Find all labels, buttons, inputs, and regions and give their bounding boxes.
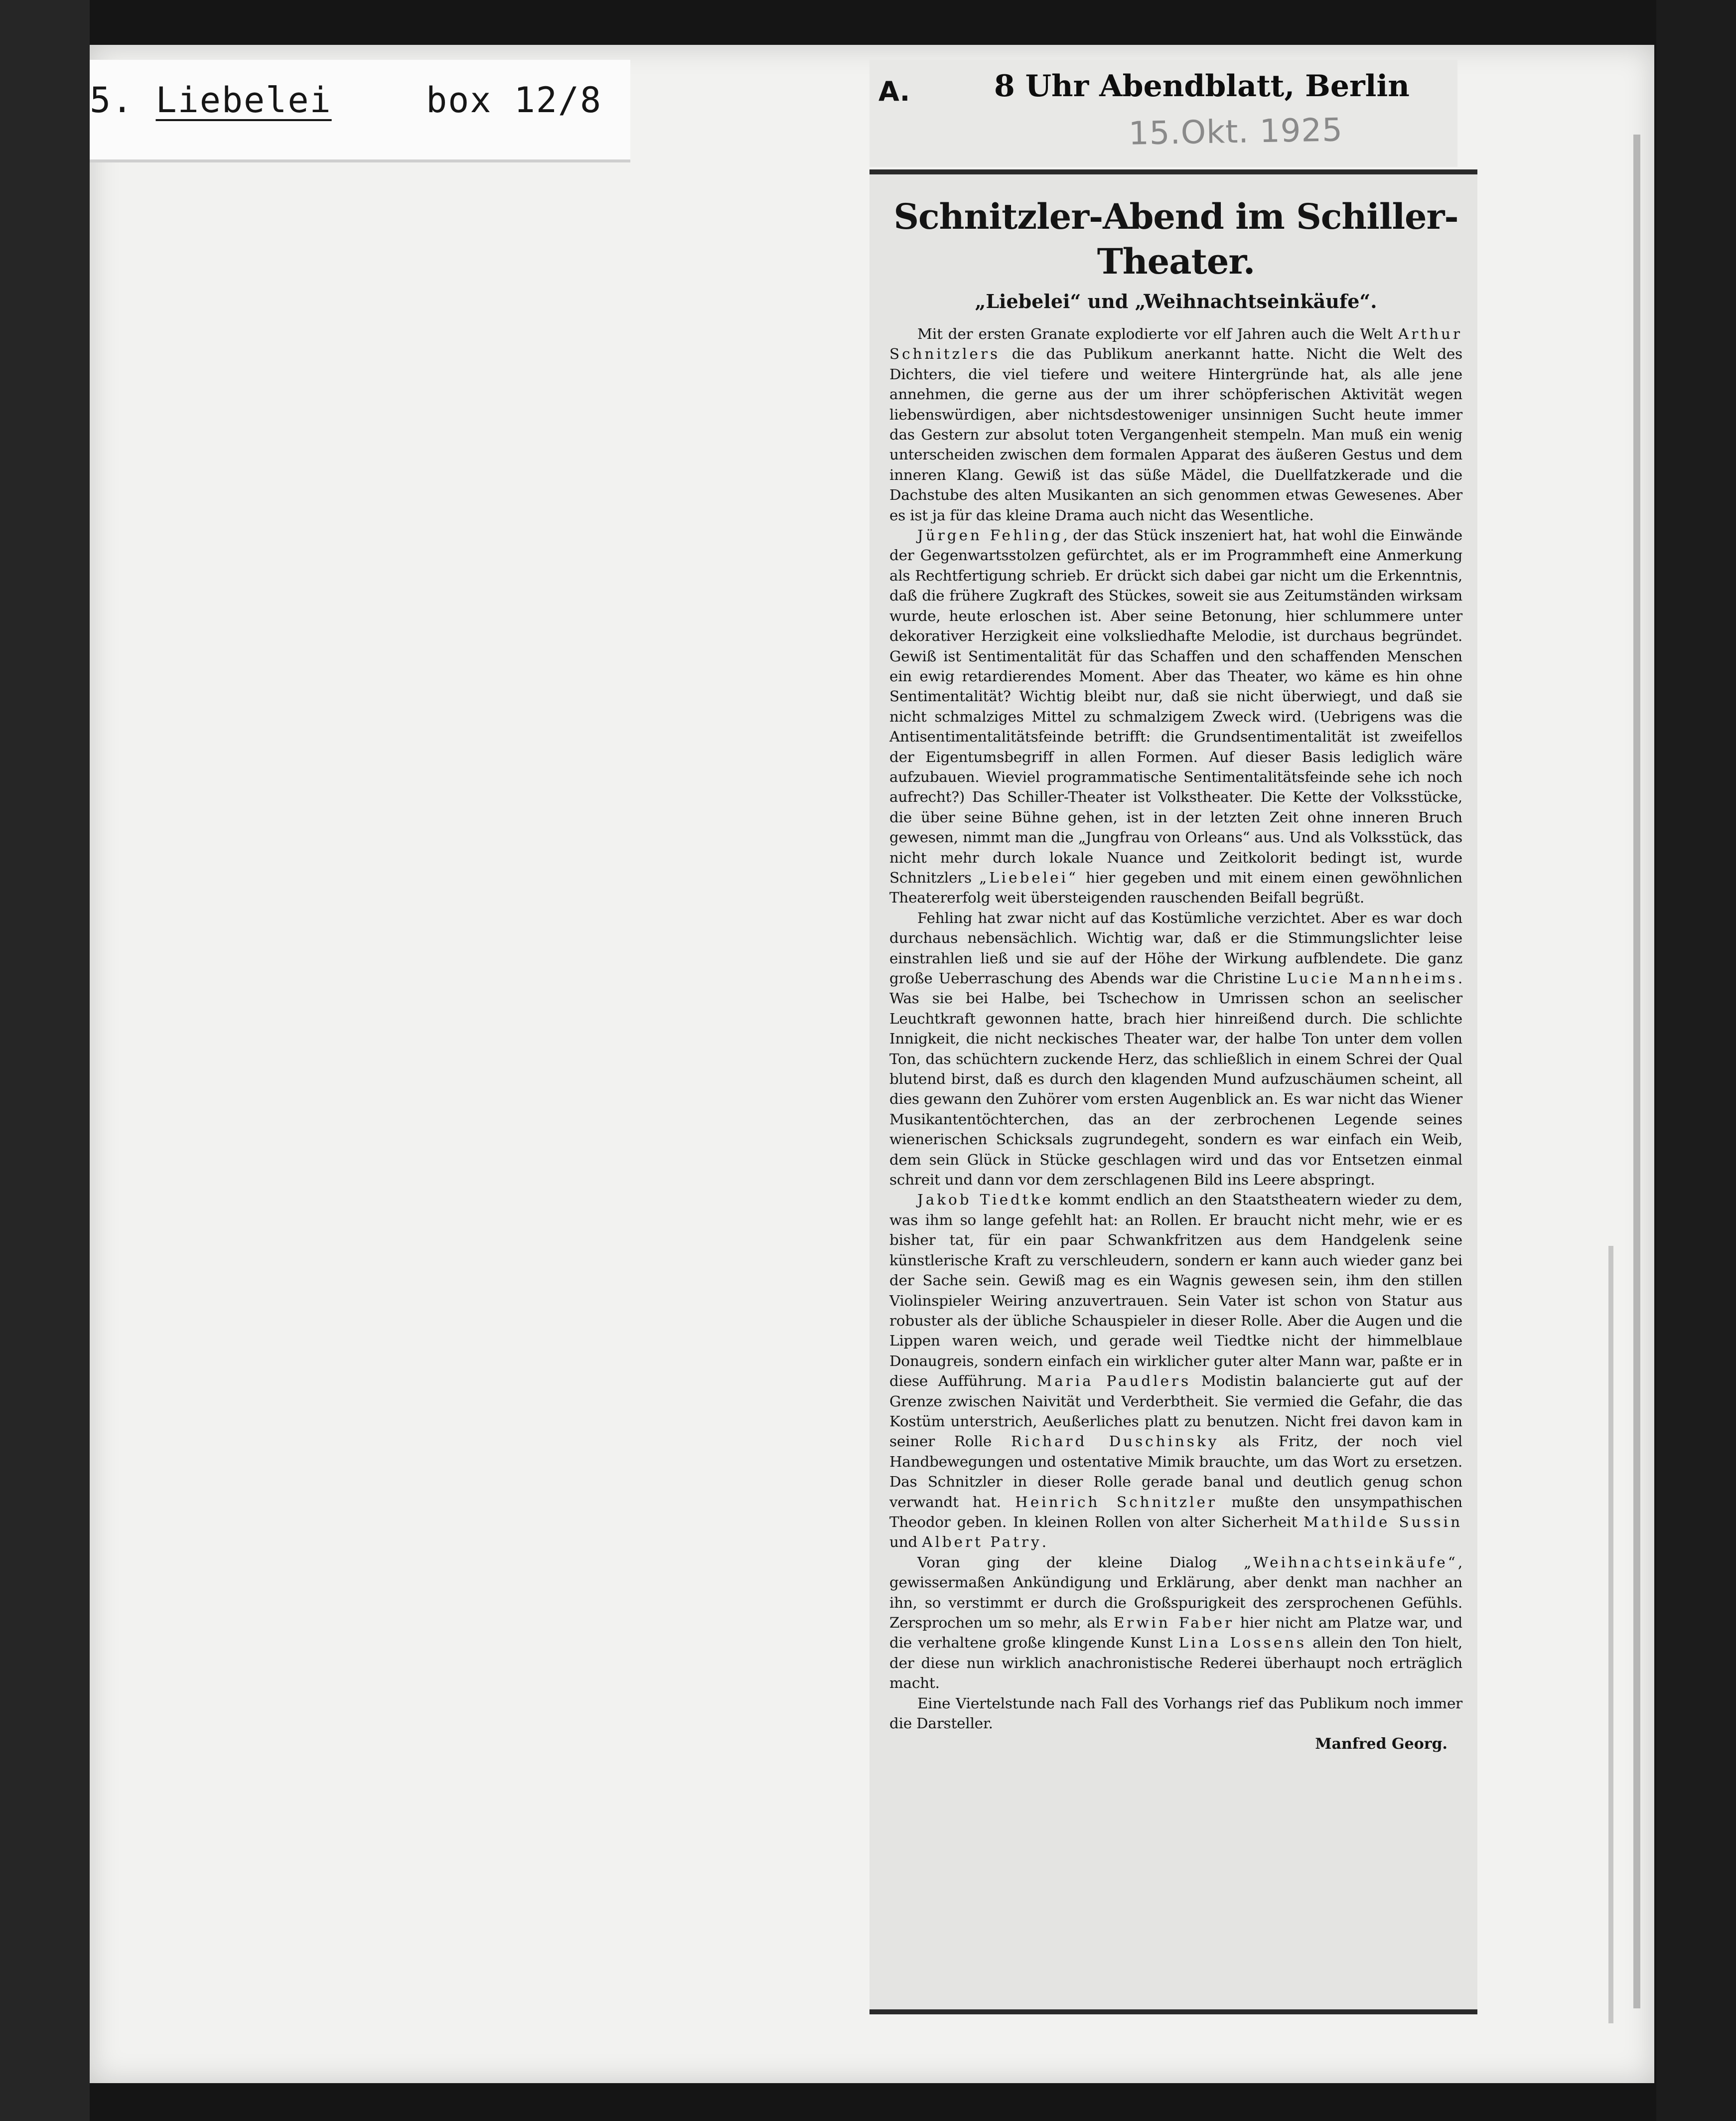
date-stamp: 15.Okt. 1925 — [1128, 112, 1343, 152]
person-name: Lina Lossens — [1178, 1634, 1307, 1652]
person-name: Erwin Faber — [1113, 1614, 1235, 1631]
folder-name: Liebelei — [155, 80, 332, 121]
play-title: „Liebelei“ — [979, 869, 1078, 886]
article-headline: Schnitzler-Abend im Schiller-Theater. — [893, 196, 1458, 282]
person-name: Jakob Tiedtke — [917, 1191, 1053, 1209]
folder-number: 5. — [90, 80, 134, 121]
scan-border-right — [1656, 0, 1736, 2121]
person-name: Heinrich Schnitzler — [1015, 1493, 1217, 1511]
source-mark: A. — [878, 76, 910, 107]
sheet-fold-line-lower — [1608, 1246, 1613, 2023]
signature-row — [889, 1734, 1462, 1756]
author-signature: Manfred Georg. — [1315, 1735, 1447, 1753]
person-name: Arthur Schnitzlers — [889, 325, 1462, 363]
play-title: „Weihnachtseinkäufe“ — [1244, 1553, 1458, 1571]
newspaper-source: 8 Uhr Abendblatt, Berlin — [994, 69, 1410, 104]
box-number: box 12/8 — [426, 80, 602, 121]
article-paragraph-6: Eine Viertelstunde nach Fall des Vorhangs rief das Publikum noch immer die Darsteller. — [889, 1694, 1462, 1732]
article-paragraph-2: Jürgen Fehling, der das Stück inszeniert hat, hat wohl die Einwände der Gegenwartsstolzen gefürchtet, als er im Programmheft eine Anmerkung als Rechtfertigung schrieb. Er drückt sich dabei gar nicht um die Erkenntnis, daß die frühere Zugkraft des Stückes, soweit sie aus Zeitumständen wirksam wurde, heute erloschen ist. Aber seine Betonung, hier schlummere unter dekorativer Herzigkeit eine volksliedhafte Melodie, ist durchaus begründet. Gewiß ist Sentimentalität für das Schaffen und den schaffenden Menschen ein ewig retardierendes Moment. Aber das Theater, wo käme es hin ohne Sentimentalität? Wichtig bleibt nur, daß sie nicht überwiegt, und daß sie nicht schmalziges Mittel zu schmalzigem Zweck wird. (Uebrigens was die Antisentimentalitätsfeinde betrifft: die Grundsentimentalität ist zweifellos der Eigentumsbegriff in allen Formen. Auf dieser Basis lediglich wäre aufzubauen. Wieviel programmatische Sentimentalitätsfeinde sehe ich noch aufrecht?) Das Schiller-Theater ist Volkstheater. Die Kette der Volksstücke, die über seine Bühne gehen, ist in der letzten Zeit ohne inneren Bruch gewesen, nimmt man die „Jungfrau von Orleans“ aus. Und als Volksstück, das nicht mehr durch lokale Nuance und Zeitkolorit bedingt ist, wurde Schnitzlers „Liebelei“ hier gegeben und mit einem einen gewöhnlichen Theatererfolg weit übersteigenden rauschenden Beifall begrüßt. — [889, 527, 1463, 907]
sheet-fold-line — [1633, 135, 1640, 2008]
person-name: Mathilde Sussin — [1303, 1513, 1462, 1530]
person-name: Richard Duschinsky — [1011, 1433, 1219, 1450]
scan-border-left — [0, 0, 90, 2121]
article-paragraph-1: Mit der ersten Granate explodierte vor elf Jahren auch die Welt Arthur Schnitzlers die das Publikum anerkannt hatte. Nicht die Welt des Dichters, die viel tiefere und weitere Hintergründe hat, als alle jene annehmen, die gerne aus der um ihrer schöpferischen Aktivität wegen liebenswürdigen, aber nichtsdestoweniger unsinnigen Sucht heute immer das Gestern zur absolut toten Vergangenheit stempeln. Man muß ein wenig unterscheiden zwischen dem formalen Apparat des äußeren Gestus und dem inneren Klang. Gewiß ist das süße Mädel, die Duellfatzkerade und die Dachstube des alten Musikanten an sich genommen etwas Gewesenes. Aber es ist ja für das kleine Drama auch nicht das Wesentliche. — [889, 325, 1462, 524]
clipping-header — [869, 60, 1457, 167]
folder-label-strip — [90, 60, 630, 162]
person-name: Lucie Mannheims — [1287, 970, 1458, 987]
article-subheadline: „Liebelei“ und „Weihnachtseinkäufe“. — [975, 290, 1377, 312]
person-name: Albert Patry — [922, 1533, 1042, 1551]
person-name: Jürgen Fehling — [917, 527, 1063, 544]
newspaper-clipping — [869, 169, 1477, 2013]
clipping-bottom-edge — [869, 2009, 1477, 2014]
article-paragraph-5: Voran ging der kleine Dialog „Weihnachtseinkäufe“, gewissermaßen Ankündigung und Erklärung, aber denkt man nachher an ihn, so verstimmt er durch die Großspurigkeit des zersprochenen Gefühls. Zersprochen um so mehr, als Erwin Faber hier nicht am Platze war, und die verhaltene große klingende Kunst Lina Lossens allein den Ton hielt, der diese nun wirklich anachronistische Rederei überhaupt noch erträglich macht. — [889, 1553, 1463, 1692]
article-paragraph-3: Fehling hat zwar nicht auf das Kostümliche verzichtet. Aber es war doch durchaus nebensächlich. Wichtig war, daß er die Stimmungslichter leise einstrahlen ließ und sie auf der Höhe der Wirkung aufblendete. Die ganz große Ueberraschung des Abends war die Christine Lucie Mannheims. Was sie bei Halbe, bei Tschechow in Umrissen schon an seelischer Leuchtkraft gewonnen hatte, brach hier hinreißend durch. Die schlichte Innigkeit, die nicht neckisches Theater war, der halbe Ton unter dem vollen Ton, das schüchtern zuckende Herz, das schließlich in einem Schrei der Qual blutend birst, daß es durch den klagenden Mund aufzuschäumen scheint, all dies gewann den Zuhörer vom ersten Augenblick an. Es war nicht das Wiener Musikantentöchterchen, das an der zerbrochenen Legende seines wienerischen Schicksals zugrundegeht, sondern es war einfach ein Weib, dem sein Glück in Stücke geschlagen wird und das vor Entsetzen einmal schreit und dann vor dem zerschlagenen Bild ins Leere abspringt. — [889, 909, 1462, 1189]
folder-title — [90, 80, 332, 121]
article-paragraph-4: Jakob Tiedtke kommt endlich an den Staatstheatern wieder zu dem, was ihm so lange gefehlt hat: an Rollen. Er braucht nicht mehr, wie er es bisher tat, für ein paar Schwankfritzen aus dem Handgelenk seine künstlerische Kraft zu verschleudern, sondern er kann auch wieder ganz bei der Sache sein. Gewiß mag es ein Wagnis gewesen sein, ihm den stillen Violinspieler Weiring anzuvertrauen. Sein Vater ist schon von Statur aus robuster als der übliche Schauspieler in dieser Rolle. Aber die Augen und die Lippen waren weich, und gerade weil Tiedtke nicht der himmelblaue Donaugreis, sondern einfach ein wirklicher guter alter Mann war, paßte er in diese Aufführung. Maria Paudlers Modistin balancierte gut auf der Grenze zwischen Naivität und Verderbtheit. Sie vermied die Gefahr, die das Kostüm unterstrich, Aeußerliches platt zu benutzen. Nicht frei davon kam in seiner Rolle Richard Duschinsky als Fritz, der noch viel Handbewegungen und ostentative Mimik brauchte, um das Wort zu ersetzen. Das Schnitzler in dieser Rolle gerade banal und deutlich genug schon verwandt hat. Heinrich Schnitzler mußte den unsympathischen Theodor geben. In kleinen Rollen von alter Sicherheit Mathilde Sussin und Albert Patry. — [889, 1191, 1463, 1551]
person-name: Maria Paudlers — [1037, 1372, 1191, 1390]
